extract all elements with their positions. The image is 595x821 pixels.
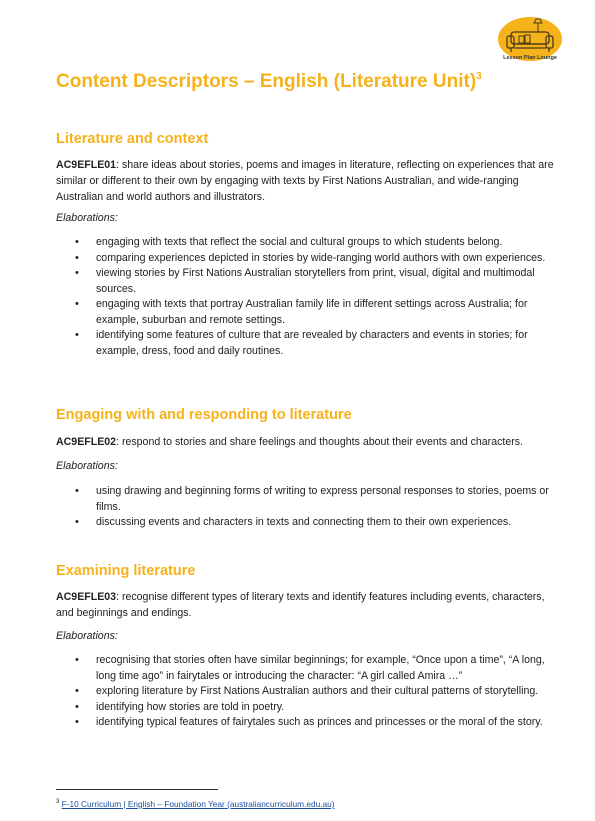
list-item: • engaging with texts that reflect the social and cultural groups to which students belong. <box>56 235 564 251</box>
content-descriptor <box>56 434 556 450</box>
list-item: • identifying some features of culture that are revealed by characters and events in stories; for example, dress, food and daily routines. <box>56 328 564 359</box>
list-item: • exploring literature by First Nations Australian authors and their cultural patterns of storytelling. <box>56 684 564 700</box>
footnote-divider <box>56 789 218 790</box>
descriptor-code: AC9EFLE02 <box>56 436 117 448</box>
elaborations-label-text: Elaborations <box>56 630 115 642</box>
list-item: • recognising that stories often have similar beginnings; for example, “Once upon a time”, “A long, long time ago” in fairytales or introducing the character: “A girl called Amira …” <box>56 653 564 684</box>
list-item: • comparing experiences depicted in stories by wide-ranging world authors with own experiences. <box>56 251 564 267</box>
elaborations-list <box>56 653 564 731</box>
list-item: • viewing stories by First Nations Australian storytellers from print, visual, digital and multimodal sources. <box>56 266 564 297</box>
elaborations-label: Elaborations: <box>56 630 118 642</box>
logo-caption: Lesson Plan Lounge <box>503 55 557 61</box>
list-item: • identifying typical features of fairytales such as princes and princesses or the moral of the story. <box>56 715 564 731</box>
section-heading-examining-literature: Examining literature <box>56 563 196 579</box>
list-item: • using drawing and beginning forms of writing to express personal responses to stories, poems or films. <box>56 484 564 515</box>
elaborations-label: Elaborations: <box>56 460 118 472</box>
descriptor-text: : respond to stories and share feelings and thoughts about their events and characters. <box>116 436 524 448</box>
elaborations-label-text: Elaborations <box>56 460 115 472</box>
section-heading-engaging-with-literature: Engaging with and responding to literature <box>56 407 352 423</box>
elaborations-label-text: Elaborations <box>56 212 115 224</box>
footnote-number: 3 <box>56 799 60 806</box>
content-descriptor <box>56 157 556 205</box>
page-title <box>56 71 482 93</box>
descriptor-code: AC9EFLE03 <box>56 591 117 603</box>
elaborations-list <box>56 484 564 531</box>
elaborations-label: Elaborations: <box>56 212 118 224</box>
descriptor-code: AC9EFLE01 <box>56 159 117 171</box>
list-item: • identifying how stories are told in poetry. <box>56 700 564 716</box>
list-item: • discussing events and characters in texts and connecting them to their own experiences. <box>56 515 564 531</box>
footnote-link[interactable]: F-10 Curriculum | English – Foundation Year (australiancurriculum.edu.au) <box>61 799 335 809</box>
descriptor-text: : recognise different types of literary texts and identify features including events, characters, and beginnings and endings. <box>56 591 545 619</box>
footnote <box>56 799 335 809</box>
content-descriptor <box>56 589 556 621</box>
page-title-text: Content Descriptors – English (Literature Unit) <box>56 71 477 92</box>
section-heading-literature-and-context: Literature and context <box>56 131 209 147</box>
list-item: • engaging with texts that portray Australian family life in different settings across Australia; for example, suburban and remote settings. <box>56 297 564 328</box>
descriptor-text: : share ideas about stories, poems and images in literature, reflecting on experiences that are similar or different to their own by engaging with texts by First Nations Australian, and wide-ranging Australian and world authors and illustrators. <box>56 159 554 203</box>
title-footnote-ref[interactable]: 3 <box>476 70 482 82</box>
elaborations-list <box>56 235 564 359</box>
